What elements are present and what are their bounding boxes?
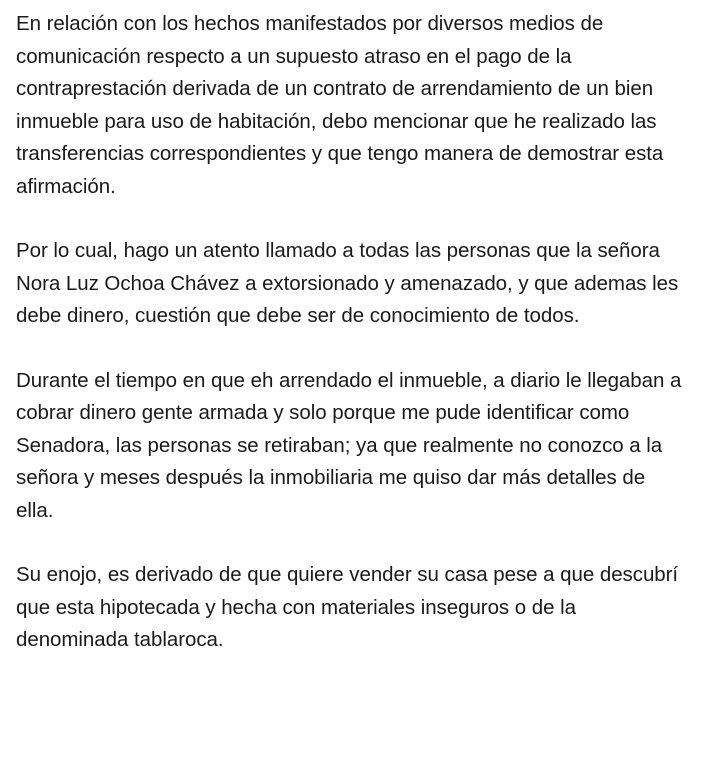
paragraph-4: Su enojo, es derivado de que quiere vender su casa pese a que descubrí que esta hipotecada y hecha con materiales inseguros o de la denominada tablaroca. <box>16 563 684 651</box>
paragraph-1: En relación con los hechos manifestados por diversos medios de comunicación respecto a un supuesto atraso en el pago de la contraprestación derivada de un contrato de arrendamiento de un bien inmueble para uso de habitación, debo mencionar que he realizado las transferencias correspondientes y que tengo manera de demostrar esta afirmación. <box>16 12 669 198</box>
paragraph-2: Por lo cual, hago un atento llamado a todas las personas que la señora Nora Luz Ochoa Chávez a extorsionado y amenazado, y que ademas les debe dinero, cuestión que debe ser de conocimiento de todos. <box>16 239 684 327</box>
paragraph-3: Durante el tiempo en que eh arrendado el inmueble, a diario le llegaban a cobrar dinero gente armada y solo porque me pude identificar como Senadora, las personas se retiraban; ya que realmente no conozco a la señora y meses después la inmobiliaria me quiso dar más detalles de ella. <box>16 368 687 522</box>
